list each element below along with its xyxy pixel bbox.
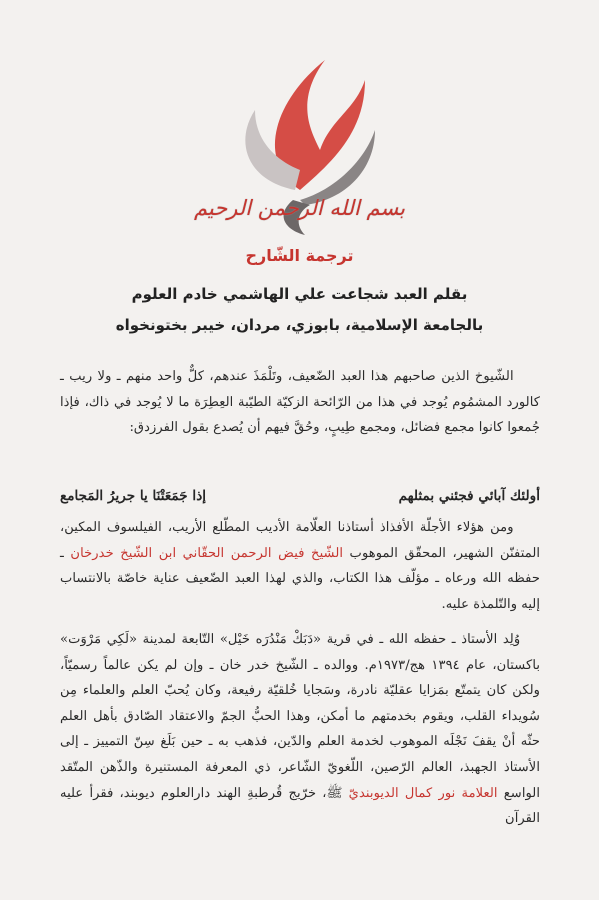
author-byline: بقلم العبد شجاعت علي الهاشمي خادم العلوم: [131, 285, 468, 303]
paragraph-1: الشّيوخ الذين صاحبهم هذا العبد الضّعيف، وتَلْمَذَ عندهم، كلٌّ واحد منهم ـ ولا ريب ـ كالورد المشمُوم يُوجد في هذا من الرّائحة الزكيّة الطيّبة العِطِرَة ما لا يُوجد في ذاك، فإذا جُمعوا كانوا مجمع فضائل، ومجمع طِيبٍ، وحُقَّ فيهم أن يُصدع بقول الفرزدق:: [60, 369, 540, 436]
verse-first-hemistich: أولئك آبائي فجئني بمثلهم: [398, 488, 540, 504]
paragraph-3-text-b: ﷺ، خرّيج قُرطبةِ الهند دارالعلوم ديوبند، فقرأ عليه القرآن: [60, 785, 540, 827]
basmala-calligraphy: بسم الله الرحمن الرحيم: [193, 196, 406, 220]
teacher-name-highlight: العلامة نور كمال الديوبنديّ: [348, 785, 498, 801]
verse-second-hemistich: إذا جَمَعَتْنَا يا جريرُ المَجامع: [60, 488, 207, 504]
sheikh-name-highlight: الشّيخ فيض الرحمن الحقّاني ابن الشّيخ خدرخان: [70, 545, 344, 561]
paragraph-2-text-b: ـ حفظه الله ورعاه ـ مؤلّف هذا الكتاب، والذي لهذا العبد الضّعيف عناية خاصّة بالانتساب إليه والتّلمذة عليه.: [60, 545, 540, 612]
poetry-verse: [60, 484, 540, 508]
paragraph-3: [60, 627, 540, 832]
paragraph-3-text-a: وُلِد الأستاذ ـ حفظه الله ـ في قرية «دَبَكْ مَنْدُرَه خَيْل» التّابعة لمدينة «لَكِي مَرْوَت» باكستان، عام ١٣٩٤ هج/١٩٧٣م. ووالده ـ الشّيخ خدر خان ـ وإن لم يكن عالماً رسميّاً، ولكن كان يتمتّع بمَزايا عقليّة نادرة، وسَجايا خُلقيّة رفيعة، وكان يُحبّ العلم والعلماء مِن سُويداء القلب، ويقوم بخدمتهم ما أمكن، وهذا الحبُّ الجمّ والاعتقاد الصّادق بأهل العلم حثّه أنْ يقفَ نَجْلَه الموهوب لخدمة العلم والدّين، فذهب به ـ حين بَلَغ سِنّ التمييز ـ إلى الأستاذ الجهبذ، العالم الرّصين، اللّغويّ الشّاعر، ذي المعرفة المستنيرة والذّهن المتّقد الواسع: [60, 632, 541, 801]
institution-byline: بالجامعة الإسلامية، بابوزي، مردان، خيبر بختونخواه: [115, 316, 484, 334]
paragraph-2: [60, 515, 540, 617]
paragraph-2-text-a: ومن هؤلاء الأجلّة الأفذاذ أستاذنا العلّامة الأديب المطّلع الأريب، الفيلسوف المكين، المتفنّن الشهير، المحقّق الموهوب: [60, 520, 540, 561]
section-title: ترجمة الشّارح: [245, 246, 354, 265]
